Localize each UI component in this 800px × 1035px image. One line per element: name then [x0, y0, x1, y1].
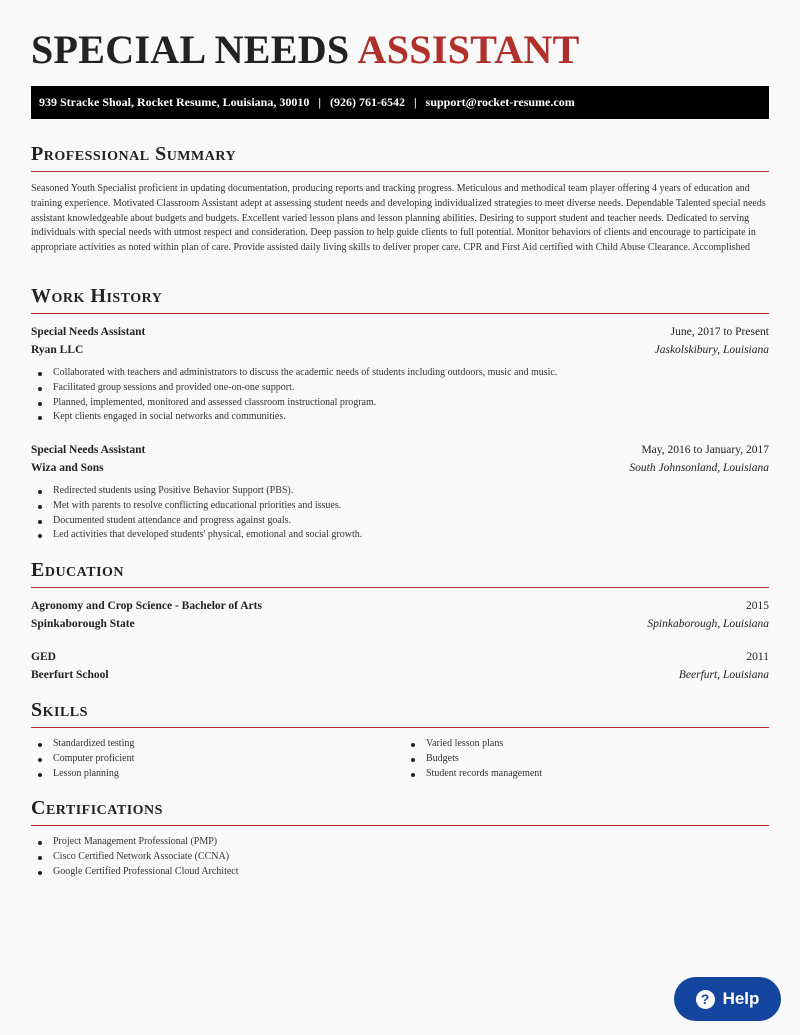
job-company: Wiza and Sons: [31, 462, 104, 474]
contact-separator: |: [414, 95, 417, 109]
help-label: Help: [722, 989, 760, 1008]
job-dates: June, 2017 to Present: [670, 326, 769, 338]
list-item: Facilitated group sessions and provided one-on-one support.: [31, 381, 557, 396]
education-header: [31, 598, 769, 614]
section-title-summary: Professional Summary: [31, 142, 769, 172]
certification-item: Cisco Certified Network Associate (CCNA): [31, 850, 239, 865]
education-school: Spinkaborough State: [31, 618, 135, 630]
skills-list-right: [404, 737, 542, 781]
job-role: Special Needs Assistant: [31, 444, 146, 456]
education-degree: Agronomy and Crop Science - Bachelor of Arts: [31, 600, 262, 612]
name-last: ASSISTANT: [357, 27, 580, 72]
contact-phone: (926) 761-6542: [330, 95, 405, 109]
education-school: Beerfurt School: [31, 669, 109, 681]
list-item: Kept clients engaged in social networks and communities.: [31, 410, 557, 425]
help-button[interactable]: [674, 977, 781, 1021]
certification-item: Project Management Professional (PMP): [31, 835, 239, 850]
contact-bar: [31, 86, 769, 119]
list-item: Collaborated with teachers and administrators to discuss the academic needs of students including outdoors, music and music.: [31, 366, 557, 381]
job-dates: May, 2016 to January, 2017: [641, 444, 769, 456]
certification-item: Google Certified Professional Cloud Architect: [31, 865, 239, 880]
skills-list-left: [31, 737, 134, 781]
list-item: Documented student attendance and progress against goals.: [31, 514, 362, 529]
education-year: 2015: [746, 600, 769, 612]
job-header: [31, 324, 769, 340]
resume-name: [31, 26, 580, 74]
education-school-row: [31, 667, 769, 683]
skill-item: Budgets: [404, 752, 542, 767]
section-title-skills: Skills: [31, 698, 769, 728]
job-company-row: [31, 460, 769, 476]
job-location: Jaskolskibury, Louisiana: [654, 344, 769, 356]
section-title-work-history: Work History: [31, 284, 769, 314]
skill-item: Standardized testing: [31, 737, 134, 752]
list-item: Redirected students using Positive Behavior Support (PBS).: [31, 484, 362, 499]
job-company-row: [31, 342, 769, 358]
skill-item: Student records management: [404, 767, 542, 782]
name-first: SPECIAL NEEDS: [31, 27, 350, 72]
education-year: 2011: [746, 651, 769, 663]
education-location: Spinkaborough, Louisiana: [647, 618, 769, 630]
job-role: Special Needs Assistant: [31, 326, 146, 338]
job-location: South Johnsonland, Louisiana: [629, 462, 769, 474]
contact-address: 939 Stracke Shoal, Rocket Resume, Louisiana, 30010: [39, 95, 310, 109]
skill-item: Varied lesson plans: [404, 737, 542, 752]
summary-text: Seasoned Youth Specialist proficient in updating documentation, producing reports and tracking progress. Meticulous and methodical team player offering 4 years of education and training experience. Motivated Classroom Assistant adept at assessing student needs and developing individualized strategies to meet diverse needs. Dependable Talented special needs assistant knowledgeable about budgets and budgets. Excellent varied lesson plans and lesson planning abilities. Desiring to support student and teacher needs. Dedicated to serving individuals with special needs with utmost respect and consideration. Deep passion to help guide clients to full potential. Monitor behaviors of clients and encourage to participate in appropriate activities as noted within plan of care. Provide assisted daily living skills to deliver proper care. CPR and First Aid certified with Child Abuse Clearance. Accomplished: [31, 183, 766, 254]
job-company: Ryan LLC: [31, 344, 84, 356]
section-title-certifications: Certifications: [31, 796, 769, 826]
contact-separator: |: [318, 95, 321, 109]
certifications-list: [31, 835, 239, 879]
list-item: Met with parents to resolve conflicting educational priorities and issues.: [31, 499, 362, 514]
list-item: Led activities that developed students' physical, emotional and social growth.: [31, 528, 362, 543]
education-degree: GED: [31, 651, 56, 663]
job-header: [31, 442, 769, 458]
skill-item: Lesson planning: [31, 767, 134, 782]
section-title-education: Education: [31, 558, 769, 588]
job-bullets: [31, 366, 557, 425]
education-header: [31, 649, 769, 665]
question-icon: ?: [696, 990, 715, 1009]
education-location: Beerfurt, Louisiana: [678, 669, 769, 681]
list-item: Planned, implemented, monitored and assessed classroom instructional program.: [31, 396, 557, 411]
skill-item: Computer proficient: [31, 752, 134, 767]
education-school-row: [31, 616, 769, 632]
job-bullets: [31, 484, 362, 543]
contact-email: support@rocket-resume.com: [425, 95, 575, 109]
